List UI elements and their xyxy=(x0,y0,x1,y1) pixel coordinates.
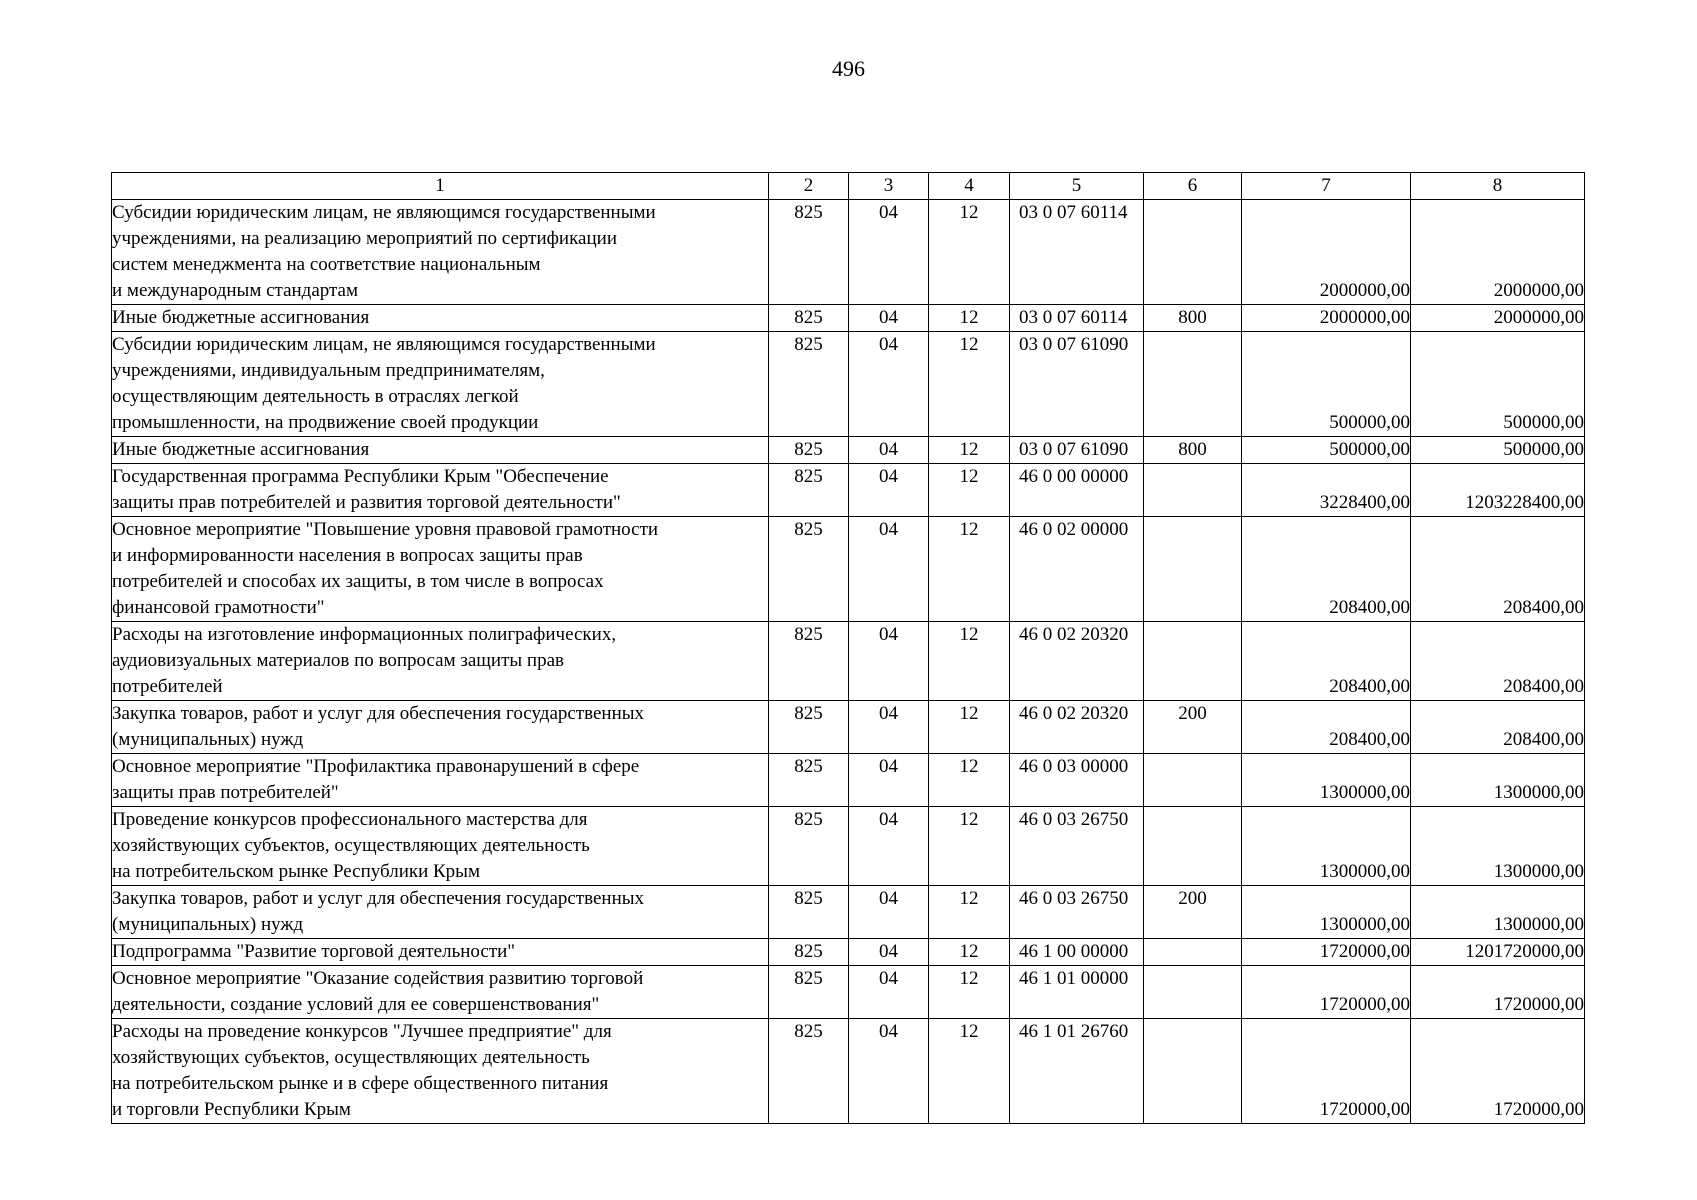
table-row xyxy=(112,886,1585,939)
target-article-code: 03 0 07 61090 xyxy=(1010,332,1144,437)
subsection-code: 12 xyxy=(929,332,1010,437)
description-line: Подпрограмма "Развитие торговой деятельности" xyxy=(112,941,516,962)
ministry-code: 825 xyxy=(769,464,849,517)
row-description xyxy=(112,305,769,332)
subsection-code: 12 xyxy=(929,939,1010,966)
amount-col7: 1720000,00 xyxy=(1242,966,1411,1019)
amount-col8: 1300000,00 xyxy=(1411,807,1585,886)
description-line: Иные бюджетные ассигнования xyxy=(112,307,370,328)
expense-type-code xyxy=(1144,464,1242,517)
description-line: промышленности, на продвижение своей продукции xyxy=(112,412,539,433)
target-article-code: 03 0 07 60114 xyxy=(1010,305,1144,332)
ministry-code: 825 xyxy=(769,966,849,1019)
amount-col7: 1720000,00 xyxy=(1242,939,1411,966)
amount-col7: 1720000,00 xyxy=(1242,1019,1411,1124)
section-code: 04 xyxy=(849,966,929,1019)
amount-col8: 208400,00 xyxy=(1411,622,1585,701)
ministry-code: 825 xyxy=(769,807,849,886)
description-line: Иные бюджетные ассигнования xyxy=(112,439,370,460)
amount-col7: 2000000,00 xyxy=(1242,200,1411,305)
description-line: хозяйствующих субъектов, осуществляющих деятельность xyxy=(112,835,590,856)
row-description xyxy=(112,701,769,754)
amount-col7: 208400,00 xyxy=(1242,517,1411,622)
description-line: аудиовизуальных материалов по вопросам защиты прав xyxy=(112,650,564,671)
target-article-code: 46 0 02 20320 xyxy=(1010,622,1144,701)
target-article-code: 46 1 01 00000 xyxy=(1010,966,1144,1019)
table-row xyxy=(112,622,1585,701)
row-description xyxy=(112,517,769,622)
amount-col7: 1300000,00 xyxy=(1242,886,1411,939)
ministry-code: 825 xyxy=(769,754,849,807)
expense-type-code: 800 xyxy=(1144,437,1242,464)
column-header: 3 xyxy=(849,173,929,200)
description-line: на потребительском рынке Республики Крым xyxy=(112,861,480,882)
amount-col8: 1720000,00 xyxy=(1411,1019,1585,1124)
amount-col7: 208400,00 xyxy=(1242,622,1411,701)
column-header: 6 xyxy=(1144,173,1242,200)
description-line: Закупка товаров, работ и услуг для обеспечения государственных xyxy=(112,703,645,724)
target-article-code: 46 0 03 26750 xyxy=(1010,886,1144,939)
subsection-code: 12 xyxy=(929,305,1010,332)
row-description xyxy=(112,332,769,437)
section-code: 04 xyxy=(849,437,929,464)
expense-type-code xyxy=(1144,1019,1242,1124)
amount-col8: 1201720000,00 xyxy=(1411,939,1585,966)
description-line: деятельности, создание условий для ее совершенствования" xyxy=(112,994,600,1015)
row-description xyxy=(112,807,769,886)
description-line: финансовой грамотности" xyxy=(112,597,325,618)
ministry-code: 825 xyxy=(769,939,849,966)
description-line: потребителей и способах их защиты, в том числе в вопросах xyxy=(112,571,604,592)
amount-col8: 1720000,00 xyxy=(1411,966,1585,1019)
amount-col7: 500000,00 xyxy=(1242,437,1411,464)
row-description xyxy=(112,754,769,807)
description-line: (муниципальных) нужд xyxy=(112,914,304,935)
column-header: 5 xyxy=(1010,173,1144,200)
table-row xyxy=(112,1019,1585,1124)
subsection-code: 12 xyxy=(929,807,1010,886)
amount-col8: 500000,00 xyxy=(1411,332,1585,437)
amount-col8: 1203228400,00 xyxy=(1411,464,1585,517)
ministry-code: 825 xyxy=(769,437,849,464)
description-line: Закупка товаров, работ и услуг для обеспечения государственных xyxy=(112,888,645,909)
description-line: Расходы на проведение конкурсов "Лучшее предприятие" для xyxy=(112,1021,612,1042)
column-header: 7 xyxy=(1242,173,1411,200)
description-line: и информированности населения в вопросах защиты прав xyxy=(112,545,583,566)
section-code: 04 xyxy=(849,305,929,332)
section-code: 04 xyxy=(849,464,929,517)
ministry-code: 825 xyxy=(769,305,849,332)
table-row xyxy=(112,966,1585,1019)
subsection-code: 12 xyxy=(929,622,1010,701)
ministry-code: 825 xyxy=(769,886,849,939)
description-line: и торговли Республики Крым xyxy=(112,1099,351,1120)
column-header: 8 xyxy=(1411,173,1585,200)
target-article-code: 46 0 02 20320 xyxy=(1010,701,1144,754)
amount-col7: 3228400,00 xyxy=(1242,464,1411,517)
amount-col8: 208400,00 xyxy=(1411,517,1585,622)
description-line: и международным стандартам xyxy=(112,280,359,301)
expense-type-code: 200 xyxy=(1144,701,1242,754)
amount-col8: 208400,00 xyxy=(1411,701,1585,754)
row-description xyxy=(112,200,769,305)
ministry-code: 825 xyxy=(769,1019,849,1124)
expense-type-code xyxy=(1144,939,1242,966)
description-line: Основное мероприятие "Профилактика правонарушений в сфере xyxy=(112,756,640,777)
description-line: хозяйствующих субъектов, осуществляющих деятельность xyxy=(112,1047,590,1068)
table-row xyxy=(112,754,1585,807)
expense-type-code xyxy=(1144,517,1242,622)
description-line: на потребительском рынке и в сфере общественного питания xyxy=(112,1073,609,1094)
section-code: 04 xyxy=(849,1019,929,1124)
amount-col8: 500000,00 xyxy=(1411,437,1585,464)
description-line: Расходы на изготовление информационных полиграфических, xyxy=(112,624,617,645)
target-article-code: 03 0 07 61090 xyxy=(1010,437,1144,464)
ministry-code: 825 xyxy=(769,622,849,701)
section-code: 04 xyxy=(849,517,929,622)
description-line: (муниципальных) нужд xyxy=(112,729,304,750)
description-line: защиты прав потребителей" xyxy=(112,782,339,803)
row-description xyxy=(112,464,769,517)
column-header: 1 xyxy=(112,173,769,200)
subsection-code: 12 xyxy=(929,701,1010,754)
expense-type-code xyxy=(1144,332,1242,437)
description-line: Субсидии юридическим лицам, не являющимся государственными xyxy=(112,334,656,355)
description-line: систем менеджмента на соответствие национальным xyxy=(112,254,541,275)
description-line: потребителей xyxy=(112,676,223,697)
subsection-code: 12 xyxy=(929,464,1010,517)
budget-table xyxy=(111,172,1585,1124)
section-code: 04 xyxy=(849,886,929,939)
description-line: учреждениями, индивидуальным предпринимателям, xyxy=(112,360,545,381)
amount-col8: 1300000,00 xyxy=(1411,886,1585,939)
ministry-code: 825 xyxy=(769,517,849,622)
amount-col7: 1300000,00 xyxy=(1242,754,1411,807)
section-code: 04 xyxy=(849,807,929,886)
row-description xyxy=(112,966,769,1019)
table-row xyxy=(112,939,1585,966)
expense-type-code xyxy=(1144,807,1242,886)
subsection-code: 12 xyxy=(929,517,1010,622)
target-article-code: 46 0 00 00000 xyxy=(1010,464,1144,517)
amount-col7: 500000,00 xyxy=(1242,332,1411,437)
section-code: 04 xyxy=(849,939,929,966)
amount-col7: 2000000,00 xyxy=(1242,305,1411,332)
target-article-code: 46 0 02 00000 xyxy=(1010,517,1144,622)
row-description xyxy=(112,939,769,966)
section-code: 04 xyxy=(849,701,929,754)
table-row xyxy=(112,332,1585,437)
expense-type-code xyxy=(1144,622,1242,701)
expense-type-code xyxy=(1144,754,1242,807)
table-row xyxy=(112,464,1585,517)
description-line: осуществляющим деятельность в отраслях легкой xyxy=(112,386,519,407)
table-row xyxy=(112,200,1585,305)
table-row xyxy=(112,305,1585,332)
description-line: Основное мероприятие "Повышение уровня правовой грамотности xyxy=(112,519,659,540)
row-description xyxy=(112,1019,769,1124)
subsection-code: 12 xyxy=(929,966,1010,1019)
description-line: защиты прав потребителей и развития торговой деятельности" xyxy=(112,492,621,513)
table-row xyxy=(112,807,1585,886)
expense-type-code xyxy=(1144,200,1242,305)
row-description xyxy=(112,886,769,939)
expense-type-code: 800 xyxy=(1144,305,1242,332)
target-article-code: 46 0 03 26750 xyxy=(1010,807,1144,886)
target-article-code: 03 0 07 60114 xyxy=(1010,200,1144,305)
amount-col8: 2000000,00 xyxy=(1411,305,1585,332)
subsection-code: 12 xyxy=(929,437,1010,464)
amount-col8: 2000000,00 xyxy=(1411,200,1585,305)
subsection-code: 12 xyxy=(929,200,1010,305)
target-article-code: 46 1 01 26760 xyxy=(1010,1019,1144,1124)
expense-type-code xyxy=(1144,966,1242,1019)
header-row xyxy=(112,173,1585,200)
amount-col8: 1300000,00 xyxy=(1411,754,1585,807)
table-row xyxy=(112,701,1585,754)
description-line: учреждениями, на реализацию мероприятий по сертификации xyxy=(112,228,617,249)
row-description xyxy=(112,437,769,464)
subsection-code: 12 xyxy=(929,1019,1010,1124)
subsection-code: 12 xyxy=(929,886,1010,939)
amount-col7: 208400,00 xyxy=(1242,701,1411,754)
description-line: Субсидии юридическим лицам, не являющимся государственными xyxy=(112,202,656,223)
page-number: 496 xyxy=(832,56,865,81)
table-row xyxy=(112,437,1585,464)
description-line: Основное мероприятие "Оказание содействия развитию торговой xyxy=(112,968,644,989)
description-line: Государственная программа Республики Крым "Обеспечение xyxy=(112,466,609,487)
row-description xyxy=(112,622,769,701)
section-code: 04 xyxy=(849,754,929,807)
column-header: 4 xyxy=(929,173,1010,200)
amount-col7: 1300000,00 xyxy=(1242,807,1411,886)
subsection-code: 12 xyxy=(929,754,1010,807)
target-article-code: 46 1 00 00000 xyxy=(1010,939,1144,966)
section-code: 04 xyxy=(849,332,929,437)
section-code: 04 xyxy=(849,200,929,305)
ministry-code: 825 xyxy=(769,332,849,437)
target-article-code: 46 0 03 00000 xyxy=(1010,754,1144,807)
column-header: 2 xyxy=(769,173,849,200)
ministry-code: 825 xyxy=(769,200,849,305)
description-line: Проведение конкурсов профессионального мастерства для xyxy=(112,809,588,830)
ministry-code: 825 xyxy=(769,701,849,754)
expense-type-code: 200 xyxy=(1144,886,1242,939)
section-code: 04 xyxy=(849,622,929,701)
table-row xyxy=(112,517,1585,622)
